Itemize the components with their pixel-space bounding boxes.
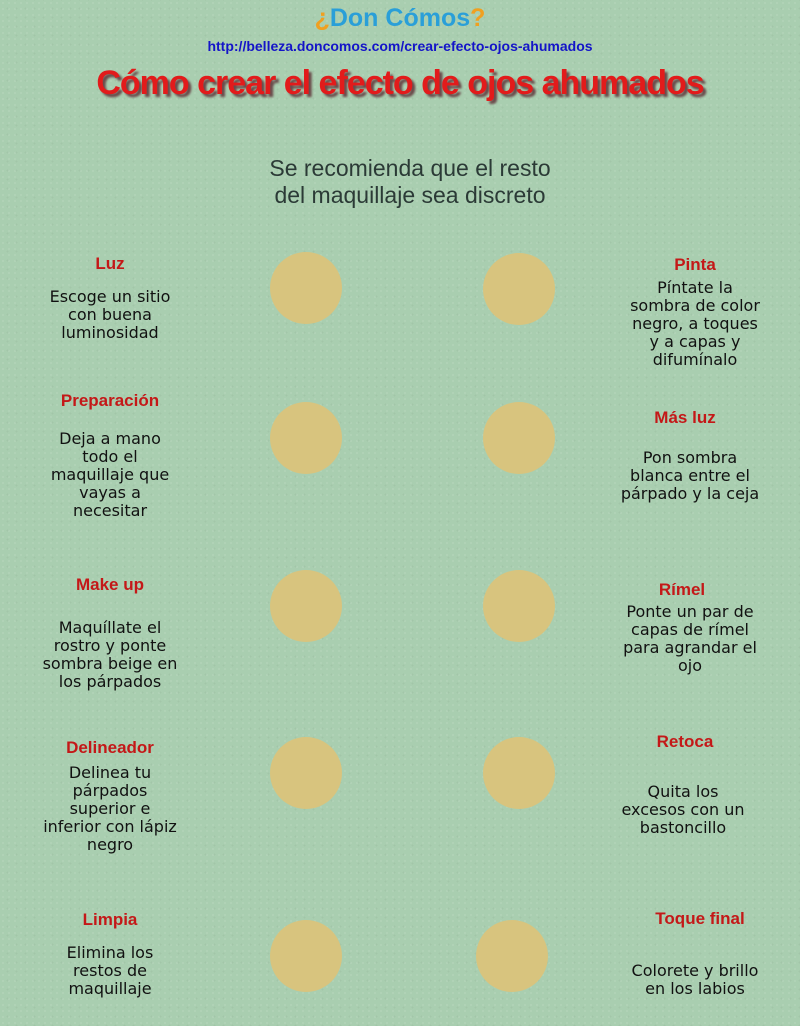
brand-name: Don Cómos xyxy=(329,4,471,32)
circle-marker xyxy=(270,570,342,642)
source-url: http://belleza.doncomos.com/crear-efecto-ojos-ahumados xyxy=(207,38,593,54)
step-title-pinta: Pinta xyxy=(674,255,716,274)
step-title-retoca: Retoca xyxy=(656,732,714,751)
circle-marker xyxy=(270,252,342,324)
step-text-rimel: Ponte un par de capas de rímel para agrandar el ojo xyxy=(623,602,757,675)
step-text-mas-luz: Pon sombra blanca entre el párpado y la ceja xyxy=(620,448,760,503)
circle-marker xyxy=(483,737,555,809)
step-text-retoca: Quita los excesos con un bastoncillo xyxy=(621,782,745,837)
step-title-preparacion: Preparación xyxy=(60,391,160,410)
circle-marker xyxy=(270,920,342,992)
step-title-luz: Luz xyxy=(95,254,125,273)
step-title-rimel: Rímel xyxy=(658,580,706,599)
subtitle: Se recomienda que el resto del maquillaje sea discreto xyxy=(269,155,551,208)
circle-marker xyxy=(483,253,555,325)
step-title-limpia: Limpia xyxy=(82,910,138,929)
step-text-toque-final: Colorete y brillo en los labios xyxy=(631,961,759,998)
step-text-limpia: Elimina los restos de maquillaje xyxy=(66,943,154,998)
circle-marker xyxy=(483,402,555,474)
step-text-make-up: Maquíllate el rostro y ponte sombra beige en los párpados xyxy=(42,618,178,691)
step-title-delineador: Delineador xyxy=(66,738,154,757)
step-text-luz: Escoge un sitio con buena luminosidad xyxy=(49,287,171,342)
circle-marker xyxy=(270,737,342,809)
circle-marker xyxy=(476,920,548,992)
brand-question-open: ¿ xyxy=(314,4,330,32)
step-text-delineador: Delinea tu párpados superior e inferior con lápiz negro xyxy=(43,763,177,854)
step-title-toque-final: Toque final xyxy=(655,909,745,928)
step-title-make-up: Make up xyxy=(75,575,145,594)
step-title-mas-luz: Más luz xyxy=(654,408,716,427)
step-text-pinta: Píntate la sombra de color negro, a toques y a capas y difumínalo xyxy=(630,278,760,369)
circle-marker xyxy=(270,402,342,474)
page-title: Cómo crear el efecto de ojos ahumados xyxy=(96,64,704,102)
circle-marker xyxy=(483,570,555,642)
brand-logo xyxy=(0,4,800,33)
brand-question-close: ? xyxy=(470,4,486,32)
step-text-preparacion: Deja a mano todo el maquillaje que vayas a necesitar xyxy=(50,429,170,520)
